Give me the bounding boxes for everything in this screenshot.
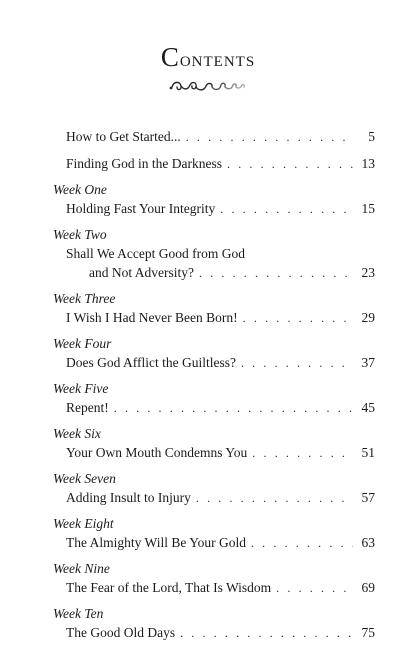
- toc-entry-week-two[interactable]: [53, 226, 375, 282]
- toc-page-number: 15: [361, 201, 375, 216]
- toc-entry-title: Shall We Accept Good from God: [66, 246, 246, 261]
- week-label: Week Nine: [53, 561, 110, 576]
- toc-entry-week-eight[interactable]: [53, 515, 375, 552]
- week-label: Week Four: [53, 336, 112, 351]
- toc-line: [53, 127, 375, 146]
- week-label: Week Five: [53, 381, 109, 396]
- toc-entry-title: I Wish I Had Never Been Born!: [66, 310, 238, 325]
- toc-page-number: 51: [361, 445, 375, 460]
- toc-entry-finding-god[interactable]: [53, 154, 375, 173]
- toc-entry-week-three[interactable]: [53, 290, 375, 327]
- toc-line: [53, 533, 375, 552]
- toc-line: [53, 398, 375, 417]
- toc-entry-title: The Almighty Will Be Your Gold: [66, 535, 246, 550]
- toc-page-number: 45: [361, 400, 375, 415]
- toc-entry-week-seven[interactable]: [53, 470, 375, 507]
- title-initial: C: [160, 42, 180, 72]
- toc-entry-how-to-get-started[interactable]: [53, 127, 375, 146]
- toc-page-number: 57: [361, 490, 375, 505]
- week-label: Week Eight: [53, 516, 114, 531]
- toc-entry-title: The Good Old Days: [66, 625, 176, 640]
- leader-dots: [186, 128, 353, 147]
- toc-line: [53, 308, 375, 327]
- toc-entry-week-five[interactable]: [53, 380, 375, 417]
- leader-dots: [251, 534, 353, 553]
- toc-entry-week-four[interactable]: [53, 335, 375, 372]
- leader-dots: [196, 489, 353, 508]
- toc-entry-title: Holding Fast Your Integrity: [66, 201, 216, 216]
- toc-page-number: 13: [361, 156, 375, 171]
- toc-line: [53, 578, 375, 597]
- toc-entry-week-one[interactable]: [53, 181, 375, 218]
- week-label: Week Three: [53, 291, 116, 306]
- leader-dots: [199, 264, 353, 283]
- leader-dots: [252, 444, 353, 463]
- toc-entry-title: The Fear of the Lord, That Is Wisdom: [66, 580, 272, 595]
- toc-line-continued: [53, 263, 375, 282]
- toc-line: [53, 488, 375, 507]
- toc-entry-title: Your Own Mouth Condemns You: [66, 445, 248, 460]
- toc-line: [53, 244, 375, 263]
- week-label: Week Seven: [53, 471, 116, 486]
- leader-dots: [180, 624, 353, 643]
- leader-dots: [243, 309, 353, 328]
- toc-page-number: 69: [361, 580, 375, 595]
- toc-entry-title: Finding God in the Darkness: [66, 156, 222, 171]
- leader-dots: [220, 200, 353, 219]
- toc-line: [53, 623, 375, 642]
- leader-dots: [276, 579, 353, 598]
- toc-entry-title: Does God Afflict the Guiltless?: [66, 355, 236, 370]
- toc-page-number: 29: [361, 310, 375, 325]
- toc-line: [53, 443, 375, 462]
- week-label: Week Two: [53, 227, 107, 242]
- flourish-ornament-icon: [168, 79, 248, 93]
- toc-page-number: 5: [368, 129, 375, 144]
- toc-line: [53, 154, 375, 173]
- toc-entry-title: How to Get Started...: [66, 129, 181, 144]
- toc-page-number: 63: [361, 535, 375, 550]
- toc-line: [53, 199, 375, 218]
- toc-entry-week-ten[interactable]: [53, 605, 375, 642]
- leader-dots: [227, 155, 353, 174]
- week-label: Week Ten: [53, 606, 104, 621]
- week-label: Week Six: [53, 426, 101, 441]
- toc-line: [53, 353, 375, 372]
- table-of-contents: [53, 127, 375, 642]
- toc-entry-title: Repent!: [66, 400, 109, 415]
- leader-dots: [241, 354, 353, 373]
- toc-entry-week-six[interactable]: [53, 425, 375, 462]
- toc-page-number: 75: [361, 625, 375, 640]
- toc-page-number: 23: [361, 265, 375, 280]
- toc-page-number: 37: [361, 355, 375, 370]
- title-rest: ontents: [179, 46, 256, 71]
- toc-entry-week-nine[interactable]: [53, 560, 375, 597]
- toc-entry-title: Adding Insult to Injury: [66, 490, 191, 505]
- week-label: Week One: [53, 182, 107, 197]
- toc-entry-title-continued: and Not Adversity?: [89, 265, 194, 280]
- page-title: [0, 42, 416, 73]
- leader-dots: [114, 399, 353, 418]
